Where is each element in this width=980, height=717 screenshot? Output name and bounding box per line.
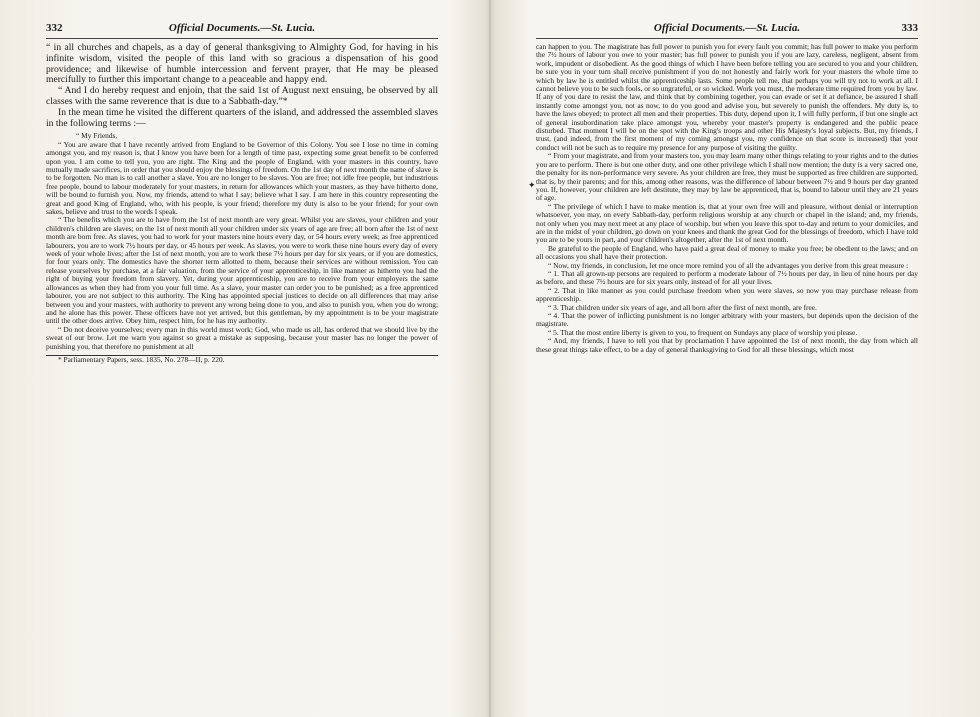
list-item: “ 4. That the power of inflicting punishment is no longer arbitrary with your masters, but depends upon the decision of the magistrate. [536, 311, 918, 329]
paragraph: “ From your magistrate, and from your masters too, you may learn many other things relating to your rights and to the duties you are to perform. There is but one other duty, and one other privilege which I shall now mention; the duty is a very sacred one, the penalty for its non-performance very severe. As your children are free, they must be supported as free children are supported, that is, by their parents; and for this, among other reasons, was the difference of labour between 7½ and 9 hours per day granted you. If, however, your children are left destitute, they may by law be apprenticed, that is, bound to labour until they are 21 years of age. [536, 151, 918, 203]
left-page-text [46, 43, 438, 364]
left-page [46, 22, 438, 364]
list-item: “ 1. That all grown-up persons are required to perform a moderate labour of 7½ hours per day, in lieu of nine hours per day as before, and these 7½ hours are for six years only, instead of for all your lives. [536, 268, 918, 287]
salutation: “ My Friends, [76, 131, 118, 141]
paragraph: “ The privilege of which I have to make mention is, that at your own free will and pleasure, without denial or interruption whatsoever, you may, on every Sabbath-day, perform religious worship at any church or chapel in the island; and, my friends, not only when you may next meet at any place of worship, but when you leave this spot to-day and return to your domiciles, and are in the midst of your children, go down on your knees and thank the great God for the blessings of freedom, which I have told you are to be yours in part, and your children's altogether, after the 1st of next month. [536, 201, 918, 245]
book-gutter [489, 0, 491, 717]
right-page-number: 333 [901, 22, 918, 34]
paragraph: “ in all churches and chapels, as a day of general thanksgiving to Almighty God, for having in his infinite wisdom, visited the people of this land with so gracious a dispensation of his good providence; and likewise of humble intercession and fervent prayer, that He may be pleased mercifully to further this important change to a peaceable and happy end. [46, 42, 438, 86]
margin-mark-icon: ✦ [528, 180, 536, 190]
right-page [536, 22, 918, 354]
right-page-header [536, 22, 918, 39]
left-page-header [46, 22, 438, 39]
right-page-text [536, 43, 918, 354]
paragraph: Be grateful to the people of England, who have paid a great deal of money to make you free; be obedient to the laws; and on all occasions you shall have their protection. [536, 243, 918, 262]
list-item: “ 3. That children under six years of age, and all born after the first of next month, are free. [548, 302, 817, 312]
paragraph: can happen to you. The magistrate has full power to punish you for every fault you commit; has full power to make you perform the 7½ hours of labour you owe to your master; has full power to punish you if you are lazy, careless, negligent, absent from work, impudent or disobedient. As the good things of which I have been before telling you are secured to you and your children, be sure you in your turn shall receive punishment if you do not honestly and fairly work for your masters the whole time to which by law he is entitled whilst the apprenticeship lasts. Some people tell me, that perhaps you will try not to work at all. I cannot believe you to be such fools, or so ungrateful, or so wicked. Work you must, the moderate time required from you by law. If any of you dare to resist the law, and think that by combining together, you can evade or set it at defiance, be assured I shall instantly come amongst you, not as now, to do you good and advise you, but severely to punish the offenders. My duty is, to have the laws obeyed; to protect all men and their properties. This duty, depend upon it, I will fully perform, if but one single act of general insubordination take place amongst you, whereby your master's property is endangered and the public peace disturbed. That moment I will be on the spot with the King's troops and other His Majesty's loyal subjects. But, my friends, I trust, (and indeed, from the first moment of my coming amongst you, my confidence on that score is increased) that your conduct will not be such as to require my presence for any purpose of visiting the guilty. [536, 42, 918, 152]
list-item: “ 5. That the most entire liberty is given to you, to frequent on Sundays any place of worship you please. [548, 327, 858, 337]
paragraph: “ The benefits which you are to have from the 1st of next month are very great. Whilst you are slaves, your children and your children's children are slaves; on the 1st of next month all your children under six years of age are free; all born after the 1st of next month are born free. As slaves, you had to work for your masters nine hours every day, or 54 hours every week; as free apprenticed labourers, you are to work 7½ hours per day, or 45 hours per week. As slaves, you were to work these nine hours every day of every week of your whole lives; after the 1st of next month, you are to work these 7½ hours per day for six years, or if you are domestics, for four years only. The domestics have the shorter term allotted to them, because their services are without remission. You can release yourselves by purchase, at a fair valuation, from the service of your apprenticeship, in like manner as hitherto you had the right of buying your freedom from slavery. Yet, during your apprenticeship, you are to receive from your employers the same allowances as when they had from you your full time. As a slave, your master can order you to be punished; as a free apprenticed labourer, you are not subject to this authority. The King has appointed special justices to decide on all differences that may arise between you and your masters, with authority to prevent any wrong being done to you, and also to punish you, when you do wrong; and he alone has this power. These officers have not yet arrived, but this gentleman, by my appointment is to be your magistrate until the other does arrive. Obey him, respect him, for he has my authority. [46, 215, 438, 326]
right-running-title: Official Documents.—St. Lucia. [653, 22, 801, 34]
paragraph: “ Now, my friends, in conclusion, let me once more remind you of all the advantages you derive from this great measure : [548, 260, 909, 270]
left-page-number: 332 [46, 22, 63, 34]
paragraph: In the mean time he visited the different quarters of the island, and addressed the assembled slaves in the following terms :— [46, 106, 438, 129]
paragraph: “ And, my friends, I have to tell you that by proclamation I have appointed the 1st of next month, the day from which all these great things take effect, to be a day of general thanksgiving to God for all these blessings, which most [536, 336, 918, 354]
left-running-title: Official Documents.—St. Lucia. [168, 22, 316, 34]
paragraph: “ You are aware that I have recently arrived from England to be Governor of this Colony. You see I lose no time in coming amongst you, and my reason is, that I know you have been for a length of time past, expecting some great benefit to be conferred upon you. I am come to tell you, you are right. The King and the people of England, with your masters in this country, have mutually made sacrifices, in order that you should enjoy the blessings of freedom. On the 1st day of next month the name of slave is to be forgotten. No man is to call another a slave. You are no longer to be slaves. You are free; not idle free people, but industrious free people, bound to labour moderately for your masters, in return for allowances which your masters, as they have hitherto done, will be bound to furnish you. Now, my friends, attend to what I say; believe what I say. I am here in this country representing the great and good King of England, who, with his people, is your friend; therefore my duty is also to be your friend; for your own sakes, believe and trust to the words I speak. [46, 139, 438, 217]
list-item: “ 2. That in like manner as you could purchase freedom when you were slaves, so now you may purchase release from apprenticeship. [536, 285, 918, 304]
paragraph: “ And I do hereby request and enjoin, that the said 1st of August next ensuing, be observed by all classes with the same reverence that is due to a Sabbath-day.”* [46, 85, 438, 107]
footnote: * Parliamentary Papers, sess. 1835, No. 278—II, p. 220. [58, 354, 225, 364]
paragraph: “ Do not deceive yourselves; every man in this world must work; God, who made us all, has ordered that we should live by the sweat of our brow. Let me warn you against so great a mistake as supposing, because your master has no longer the power of punishing you, that therefore no punishment at all [46, 324, 438, 351]
